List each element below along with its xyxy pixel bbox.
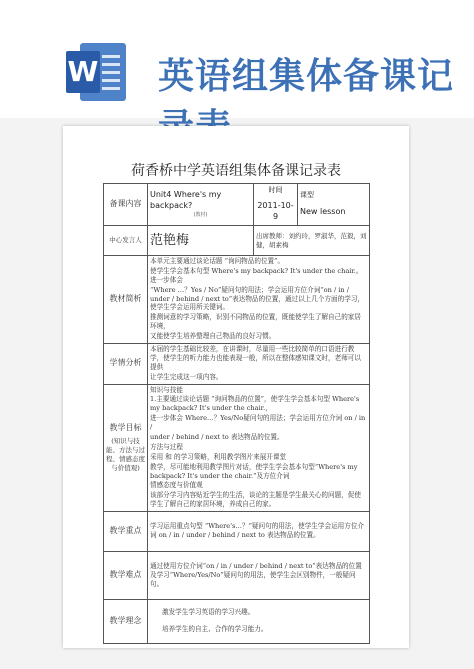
time-cell	[254, 184, 298, 226]
lesson-content-cell	[148, 184, 254, 226]
objectives-line: 方法与过程	[150, 442, 183, 451]
label-speaker: 中心发言人	[104, 226, 148, 256]
objectives-line: 1.主要通过谈论话题 “询问物品的位置”，使学生学会基本句型 Where's my backpack? It's under the chair.，	[150, 395, 360, 413]
row-key-points	[104, 512, 370, 552]
students-text	[148, 344, 370, 385]
attendees-label: 出席教师：	[256, 231, 289, 240]
analysis-text	[148, 256, 370, 344]
analysis-line: 本单元主要通过谈论话题 “询问物品的位置”。	[150, 257, 285, 265]
document-page	[63, 126, 409, 648]
row-philosophy	[104, 600, 370, 644]
type-value: New lesson	[300, 206, 346, 216]
philosophy-line: 培养学生的自主、合作的学习能力。	[162, 625, 268, 634]
students-line: 让学生完成这一项内容。	[150, 372, 223, 381]
label-analysis: 教材简析	[104, 256, 148, 344]
row-content	[104, 184, 370, 226]
objectives-line: 该部分学习内容贴近学生的生活，谈论的主题是学生最关心的问题，促使学生了解自己的家居环境，养成自己的家。	[150, 491, 361, 509]
difficult-line: 通过使用方位介词“on / in / under / behind / next to”表达物品的位置及学习“Where/Yes/No”疑问句的用法，使学生会区别物件，一般疑问句。	[150, 561, 362, 588]
attendees-names: 刘约玲，罗淑华，范毅，刘健，胡素梅	[256, 231, 367, 249]
banner	[0, 0, 474, 118]
objectives-label-cell	[104, 384, 148, 512]
label-difficult: 教学难点	[104, 552, 148, 600]
objectives-line: 采用 和 的学习策略，利用教学图片来展开课堂	[150, 452, 287, 461]
row-objectives	[104, 384, 370, 512]
row-difficult	[104, 552, 370, 600]
label-students: 学情分析	[104, 344, 148, 385]
word-icon-letter: W	[66, 51, 100, 93]
philosophy-text	[148, 600, 370, 644]
attendees-cell	[254, 226, 370, 256]
objectives-sublabel: (知识与技能、方法与过程、情感态度与价值观)	[106, 437, 145, 472]
word-document-icon	[66, 43, 126, 101]
key-points-text	[148, 512, 370, 552]
type-cell	[298, 184, 370, 226]
label-objectives: 教学目标	[109, 423, 142, 433]
objectives-text	[148, 384, 370, 512]
speaker-name: 范艳梅	[148, 226, 254, 256]
objectives-line: 教学，尽可能地利用教学图片对话，使学生学会基本句型“Where's my backpack? It's under the chair.”及方位介词	[150, 462, 358, 480]
row-students	[104, 344, 370, 385]
time-label: 时间	[268, 185, 283, 194]
lesson-content: Unit4 Where's my backpack?	[150, 190, 222, 211]
difficult-text	[148, 552, 370, 600]
objectives-line: under / behind / next to 表达物品的位置。	[150, 433, 284, 442]
analysis-line: “Where …？Yes / No”疑问句的用法；学会运用方位介词“on / in / under / behind / next to”表达物品的位置，通过以上几个方面的学习，使学生学会运用所关键词。	[150, 285, 365, 312]
key-points-line: 学习运用重点句型 “Where's…？”疑问句的用法，使学生学会运用方位介词 on / in / under / behind / next to 表达物品的位置。	[150, 522, 365, 540]
analysis-line: 又能使学生培养整理自己物品的良好习惯。	[150, 332, 276, 341]
row-teacher	[104, 226, 370, 256]
row-analysis	[104, 256, 370, 344]
label-content: 备课内容	[104, 184, 148, 226]
lesson-plan-table	[103, 183, 370, 644]
analysis-line: 推测词意的学习策略，识别不同物品的位置，既能使学生了解自己的家居环境，	[150, 313, 361, 331]
time-value: 2011-10-9	[257, 201, 294, 222]
banner-title: 英语组集体备课记	[158, 56, 455, 97]
objectives-line: 进一步体会 Where…？Yes/No疑问句的用法；学会运用方位介词 on / in /	[150, 414, 366, 432]
philosophy-line: 激发学生学习英语的学习兴趣。	[162, 608, 255, 617]
label-key-points: 教学重点	[104, 512, 148, 552]
label-philosophy: 教学理念	[104, 600, 148, 644]
lesson-content-note: (教材)	[193, 211, 208, 218]
type-label: 课型	[300, 191, 314, 200]
objectives-line: 知识与技能	[150, 385, 183, 394]
students-line: 本届的学生基础比较差，在讲课时，尽量用一些比较简单的口语进行教学，使学生的听力能力也能表现一般，所以在整体感知课文时，老师可以提供	[150, 345, 361, 371]
objectives-line: 情感态度与价值观	[150, 481, 203, 490]
document-title: 荷香桥中学英语组集体备课记录表	[131, 163, 341, 179]
analysis-line: 使学生学会基本句型 Where's my backpack? It's under the chair.。进一步体会	[150, 266, 363, 284]
